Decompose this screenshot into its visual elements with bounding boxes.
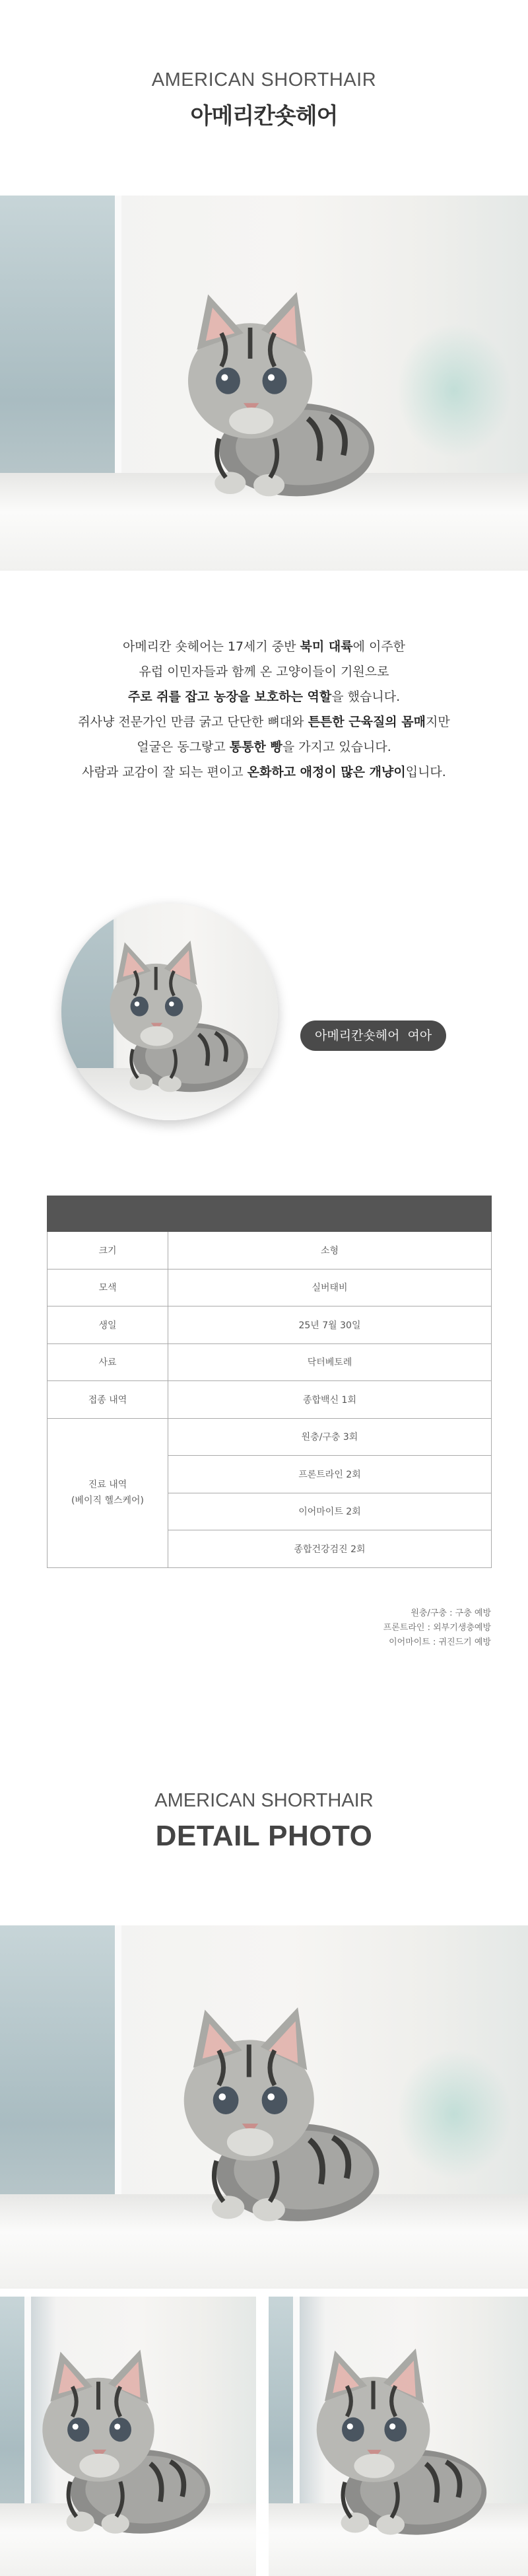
description-line [0,734,528,760]
window [0,196,121,488]
title-ko: 아메리칸숏헤어 [190,103,338,129]
care-value: 종합건강검진 2회 [168,1530,492,1568]
kitten-image [158,1976,391,2252]
description-text: 쥐사냥 전문가인 만큼 굵고 단단한 뼈대와 [78,715,308,729]
mint-blur [396,323,512,458]
description-text: 얼굴은 동그랗고 [137,740,230,754]
mint-blur [396,2049,512,2180]
row-label: 접종 내역 [48,1381,168,1419]
footnote: 이어마이트 : 귀진드기 예방 [389,1637,491,1647]
care-label-subtitle: (베이직 헬스케어) [71,1495,145,1506]
kitten-image [92,934,256,1098]
table-row [48,1343,492,1381]
care-value: 프론트라인 2회 [168,1456,492,1493]
row-value: 닥터베토레 [168,1343,492,1381]
kitten-image [20,2313,220,2570]
footnote: 원충/구충 : 구충 예방 [411,1608,491,1618]
description [0,634,528,785]
description-line [0,760,528,785]
title-en: AMERICAN SHORTHAIR [151,69,377,90]
table-header-cell [168,1196,492,1232]
table-row [48,1418,492,1456]
detail-photo-right [269,2297,528,2576]
profile-badge [300,1020,446,1051]
description-line [0,684,528,709]
table-row [48,1381,492,1419]
description-line [0,659,528,684]
table-header-cell [48,1196,168,1232]
description-emphasis: 튼튼한 근육질의 몸매 [308,715,426,729]
care-value: 이어마이트 2회 [168,1493,492,1530]
row-value: 소형 [168,1232,492,1270]
care-label-title: 진료 내역 [88,1480,127,1490]
description-text: 아메리칸 숏헤어는 17세기 중반 [122,639,300,654]
table-row [48,1306,492,1344]
kitten-image [164,263,385,526]
description-text: 을 가지고 있습니다. [282,740,391,754]
detail-photo-left [0,2297,256,2576]
description-emphasis: 온화하고 애정이 많은 개냥이 [247,765,406,779]
description-text: 사람과 교감이 잘 되는 편이고 [82,765,248,779]
care-label [48,1418,168,1567]
row-value: 종합백신 1회 [168,1381,492,1419]
row-value: 25년 7월 30일 [168,1306,492,1344]
detail-title: DETAIL PHOTO [155,1820,373,1852]
footnotes [383,1606,491,1650]
profile-photo [61,904,278,1120]
table-row [48,1232,492,1270]
table-header-row [48,1196,492,1232]
description-text: 유럽 이민자들과 함께 온 고양이들이 기원으로 [139,664,389,679]
footnote: 프론트라인 : 외부기생충예방 [383,1623,491,1633]
description-emphasis: 주로 쥐를 잡고 농장을 보호하는 역할 [127,690,332,704]
row-value: 실버태비 [168,1269,492,1306]
detail-photo-main [0,1925,528,2289]
table-row [48,1269,492,1306]
detail-title-en: AMERICAN SHORTHAIR [154,1790,374,1811]
window [0,1925,121,2209]
care-value: 원충/구충 3회 [168,1418,492,1456]
info-table [47,1196,492,1568]
main-photo [0,196,528,571]
detail-header [0,1790,528,1853]
description-text: 에 이주한 [352,639,406,654]
row-label: 크기 [48,1232,168,1270]
description-line [0,709,528,734]
profile-name: 아메리칸숏헤어 [315,1028,400,1043]
description-text: 을 했습니다. [331,690,401,704]
profile-gender: 여아 [407,1028,432,1043]
description-text: 입니다. [405,765,446,779]
row-label: 생일 [48,1306,168,1344]
row-label: 모색 [48,1269,168,1306]
row-label: 사료 [48,1343,168,1381]
description-emphasis: 통통한 빵 [229,740,282,754]
description-emphasis: 북미 대륙 [300,639,353,654]
kitten-image [294,2313,497,2570]
description-text: 지만 [425,715,450,729]
description-line [0,634,528,659]
header [0,69,528,130]
